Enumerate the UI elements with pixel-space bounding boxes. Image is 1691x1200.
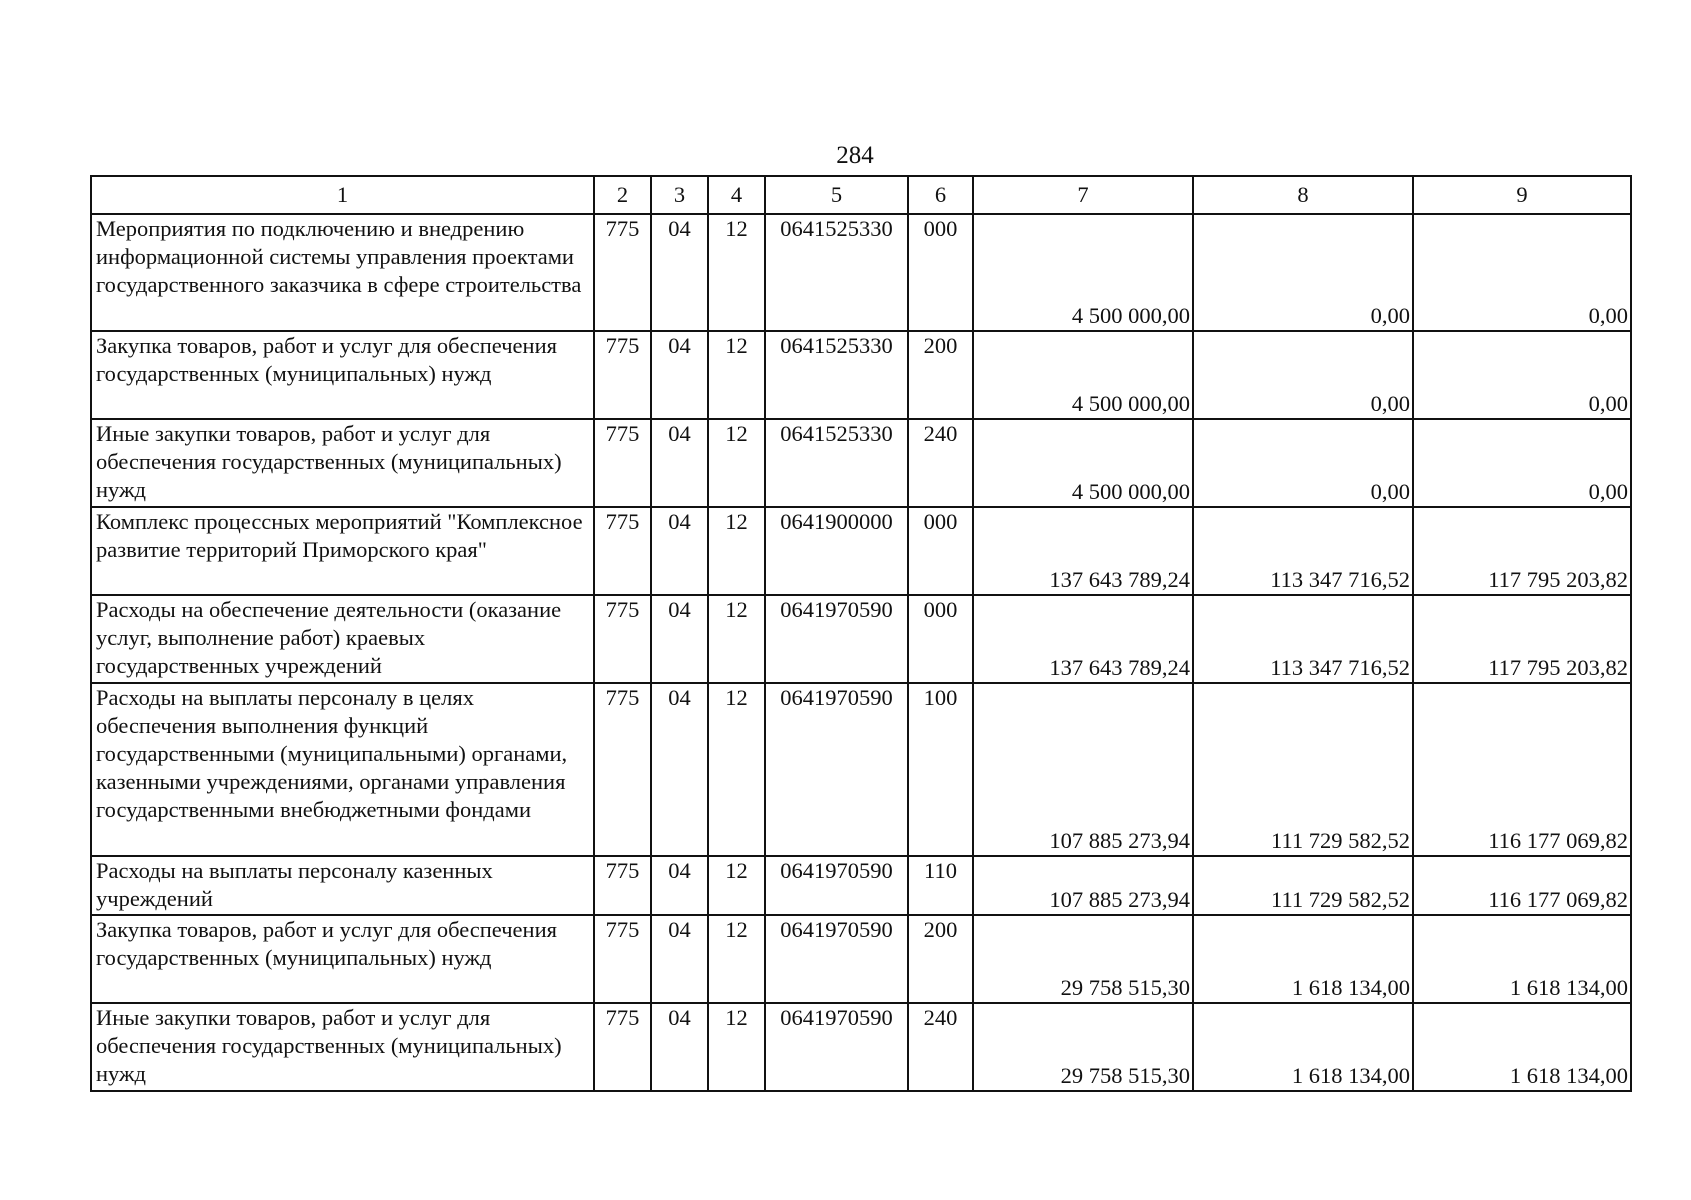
amount-cell: 29 758 515,30 [973, 1003, 1193, 1091]
amount-cell: 0,00 [1193, 331, 1413, 419]
table-row [91, 915, 1631, 1003]
code-cell: 775 [594, 507, 651, 595]
column-header: 4 [708, 176, 765, 214]
table-row [91, 331, 1631, 419]
code-cell: 12 [708, 1003, 765, 1091]
row-name-cell: Комплекс процессных мероприятий "Комплексное развитие территорий Приморского края" [91, 507, 594, 595]
code-cell: 0641970590 [765, 683, 908, 856]
code-cell: 775 [594, 595, 651, 683]
code-cell: 775 [594, 331, 651, 419]
table-row [91, 214, 1631, 331]
table-row [91, 856, 1631, 915]
code-cell: 775 [594, 856, 651, 915]
code-cell: 12 [708, 915, 765, 1003]
amount-cell: 0,00 [1413, 214, 1631, 331]
page-number: 284 [836, 142, 874, 169]
amount-cell: 29 758 515,30 [973, 915, 1193, 1003]
column-header: 7 [973, 176, 1193, 214]
row-name-cell: Мероприятия по подключению и внедрению информационной системы управления проектами государственного заказчика в сфере строительства [91, 214, 594, 331]
row-name-cell: Расходы на выплаты персоналу в целях обеспечения выполнения функций государственными (муниципальными) органами, казенными учреждениями, органами управления государственными внебюджетными фондами [91, 683, 594, 856]
budget-table [90, 175, 1632, 1092]
code-cell: 04 [651, 683, 708, 856]
column-header: 6 [908, 176, 973, 214]
amount-cell: 116 177 069,82 [1413, 856, 1631, 915]
row-name-cell: Расходы на выплаты персоналу казенных учреждений [91, 856, 594, 915]
amount-cell: 1 618 134,00 [1413, 915, 1631, 1003]
code-cell: 0641970590 [765, 856, 908, 915]
amount-cell: 0,00 [1193, 214, 1413, 331]
code-cell: 775 [594, 419, 651, 507]
amount-cell: 116 177 069,82 [1413, 683, 1631, 856]
amount-cell: 111 729 582,52 [1193, 856, 1413, 915]
column-header: 3 [651, 176, 708, 214]
row-name-cell: Иные закупки товаров, работ и услуг для обеспечения государственных (муниципальных) нужд [91, 1003, 594, 1091]
amount-cell: 4 500 000,00 [973, 331, 1193, 419]
code-cell: 0641970590 [765, 1003, 908, 1091]
amount-cell: 0,00 [1413, 331, 1631, 419]
code-cell: 0641525330 [765, 331, 908, 419]
amount-cell: 111 729 582,52 [1193, 683, 1413, 856]
row-name-cell: Расходы на обеспечение деятельности (оказание услуг, выполнение работ) краевых государственных учреждений [91, 595, 594, 683]
code-cell: 12 [708, 507, 765, 595]
table-row [91, 507, 1631, 595]
code-cell: 04 [651, 1003, 708, 1091]
table-row [91, 595, 1631, 683]
code-cell: 200 [908, 915, 973, 1003]
code-cell: 12 [708, 856, 765, 915]
table-row [91, 683, 1631, 856]
code-cell: 04 [651, 419, 708, 507]
code-cell: 110 [908, 856, 973, 915]
code-cell: 0641970590 [765, 595, 908, 683]
amount-cell: 117 795 203,82 [1413, 507, 1631, 595]
code-cell: 0641525330 [765, 419, 908, 507]
amount-cell: 113 347 716,52 [1193, 507, 1413, 595]
amount-cell: 107 885 273,94 [973, 856, 1193, 915]
amount-cell: 1 618 134,00 [1193, 1003, 1413, 1091]
amount-cell: 1 618 134,00 [1193, 915, 1413, 1003]
code-cell: 12 [708, 331, 765, 419]
table-body [91, 214, 1631, 1091]
code-cell: 000 [908, 595, 973, 683]
code-cell: 000 [908, 214, 973, 331]
row-name-cell: Иные закупки товаров, работ и услуг для обеспечения государственных (муниципальных) нужд [91, 419, 594, 507]
amount-cell: 137 643 789,24 [973, 507, 1193, 595]
amount-cell: 0,00 [1413, 419, 1631, 507]
row-name-cell: Закупка товаров, работ и услуг для обеспечения государственных (муниципальных) нужд [91, 915, 594, 1003]
amount-cell: 0,00 [1193, 419, 1413, 507]
code-cell: 04 [651, 331, 708, 419]
code-cell: 0641900000 [765, 507, 908, 595]
amount-cell: 117 795 203,82 [1413, 595, 1631, 683]
header-row [91, 176, 1631, 214]
code-cell: 240 [908, 1003, 973, 1091]
code-cell: 775 [594, 915, 651, 1003]
table-row [91, 1003, 1631, 1091]
code-cell: 100 [908, 683, 973, 856]
code-cell: 04 [651, 915, 708, 1003]
code-cell: 12 [708, 214, 765, 331]
code-cell: 000 [908, 507, 973, 595]
code-cell: 04 [651, 507, 708, 595]
code-cell: 0641525330 [765, 214, 908, 331]
column-header: 2 [594, 176, 651, 214]
amount-cell: 4 500 000,00 [973, 419, 1193, 507]
amount-cell: 1 618 134,00 [1413, 1003, 1631, 1091]
code-cell: 775 [594, 683, 651, 856]
code-cell: 240 [908, 419, 973, 507]
code-cell: 04 [651, 214, 708, 331]
amount-cell: 107 885 273,94 [973, 683, 1193, 856]
code-cell: 0641970590 [765, 915, 908, 1003]
code-cell: 200 [908, 331, 973, 419]
row-name-cell: Закупка товаров, работ и услуг для обеспечения государственных (муниципальных) нужд [91, 331, 594, 419]
amount-cell: 113 347 716,52 [1193, 595, 1413, 683]
column-header: 9 [1413, 176, 1631, 214]
code-cell: 04 [651, 856, 708, 915]
code-cell: 12 [708, 419, 765, 507]
column-header: 5 [765, 176, 908, 214]
amount-cell: 137 643 789,24 [973, 595, 1193, 683]
table-row [91, 419, 1631, 507]
column-header: 8 [1193, 176, 1413, 214]
amount-cell: 4 500 000,00 [973, 214, 1193, 331]
code-cell: 12 [708, 595, 765, 683]
column-header: 1 [91, 176, 594, 214]
code-cell: 12 [708, 683, 765, 856]
code-cell: 775 [594, 1003, 651, 1091]
code-cell: 04 [651, 595, 708, 683]
code-cell: 775 [594, 214, 651, 331]
